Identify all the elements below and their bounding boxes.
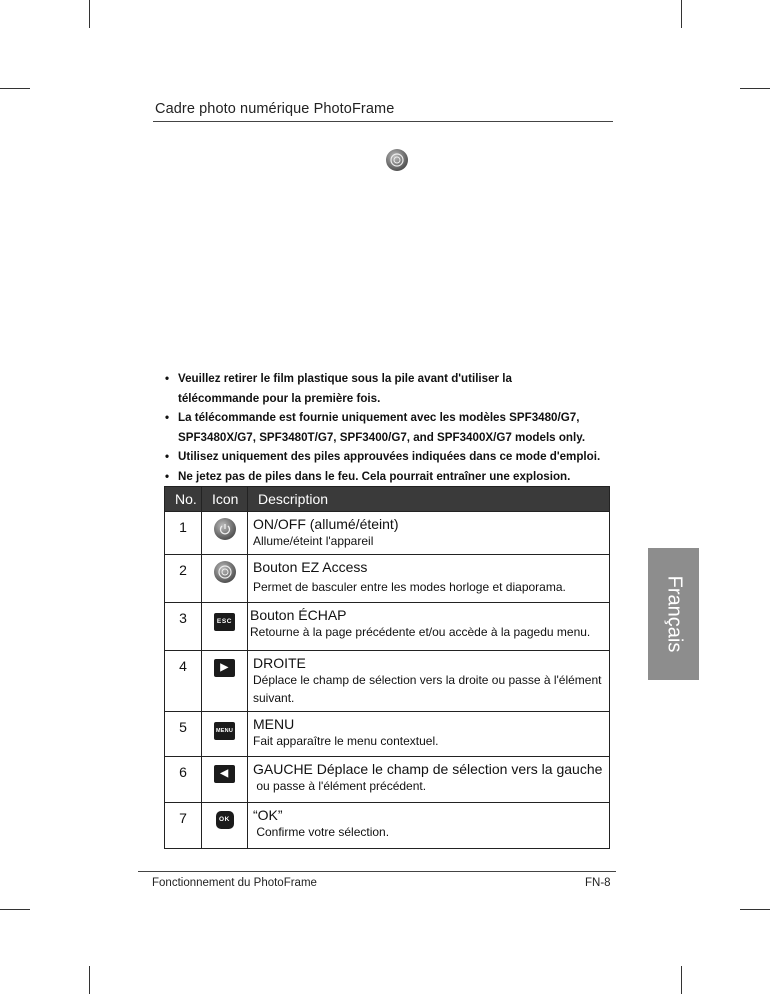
table-row: [165, 712, 610, 757]
table-row: [165, 803, 610, 849]
row-title: Bouton ÉCHAP: [250, 607, 347, 623]
footer-section-title: Fonctionnement du PhotoFrame: [152, 877, 317, 889]
button-description-table: [164, 486, 610, 849]
table-row: [165, 651, 610, 712]
row-description: Permet de basculer entre les modes horloge et diaporama.: [253, 580, 566, 594]
language-tab: [648, 548, 699, 680]
row-title: DROITE: [253, 655, 306, 671]
note-item: • La télécommande est fournie uniquement avec les modèles SPF3480/G7, SPF3480X/G7, SPF3480T/G7, SPF3400/G7, and SPF3400X/G7 models only.: [165, 408, 628, 447]
row-number: 1: [165, 512, 202, 555]
crop-mark: [681, 966, 682, 994]
row-number: 5: [165, 712, 202, 757]
ok-key-icon: OK: [216, 811, 234, 829]
row-number: 7: [165, 803, 202, 849]
page-header-title: Cadre photo numérique PhotoFrame: [155, 101, 395, 117]
row-title: MENU: [253, 716, 295, 732]
row-description: Allume/éteint l'appareil: [253, 534, 374, 548]
row-description: Fait apparaître le menu contextuel.: [253, 734, 439, 748]
table-row: [165, 512, 610, 555]
row-description: Retourne à la page précédente et/ou accède à la pagedu menu.: [250, 625, 591, 639]
row-description: Déplace le champ de sélection vers la droite ou passe à l'élément suivant.: [253, 673, 602, 705]
row-title: “OK”: [253, 807, 283, 823]
column-header-no: No.: [165, 487, 202, 512]
table-row: [165, 603, 610, 651]
crop-mark: [681, 0, 682, 28]
row-description: Confirme votre sélection.: [253, 825, 390, 839]
row-title: ON/OFF (allumé/éteint): [253, 516, 399, 532]
header-divider: [153, 121, 613, 122]
table-row: [165, 555, 610, 603]
footer-divider: [138, 871, 616, 872]
notes-list: [165, 369, 638, 486]
row-number: 4: [165, 651, 202, 712]
row-number: 6: [165, 757, 202, 803]
note-item: • Veuillez retirer le film plastique sous la pile avant d'utiliser la télécommande pour la première fois.: [165, 369, 558, 408]
table-header-row: [165, 487, 610, 512]
note-item: • Utilisez uniquement des piles approuvées indiquées dans ce mode d'emploi.: [165, 447, 638, 467]
column-header-description: Description: [248, 487, 610, 512]
left-arrow-icon: ◀: [214, 765, 235, 783]
crop-mark: [89, 0, 90, 28]
column-header-icon: Icon: [202, 487, 248, 512]
row-title: GAUCHE Déplace le champ de sélection vers la gauche: [253, 761, 603, 777]
note-item: • Ne jetez pas de piles dans le feu. Cela pourrait entraîner une explosion.: [165, 467, 638, 487]
right-arrow-icon: ▶: [214, 659, 235, 677]
crop-mark: [0, 909, 30, 910]
page-number: FN-8: [585, 877, 611, 889]
crop-mark: [89, 966, 90, 994]
row-description: ou passe à l'élément précédent.: [253, 779, 427, 793]
ez-access-icon: [214, 561, 236, 583]
row-number: 2: [165, 555, 202, 603]
crop-mark: [740, 909, 770, 910]
ez-access-icon: [386, 149, 408, 171]
language-tab-label: Français: [663, 575, 685, 653]
crop-mark: [0, 88, 30, 89]
row-number: 3: [165, 603, 202, 651]
power-icon: [214, 518, 236, 540]
menu-key-icon: MENU: [214, 722, 235, 740]
row-title: Bouton EZ Access: [253, 559, 368, 575]
crop-mark: [740, 88, 770, 89]
table-row: [165, 757, 610, 803]
esc-key-icon: ESC: [214, 613, 235, 631]
